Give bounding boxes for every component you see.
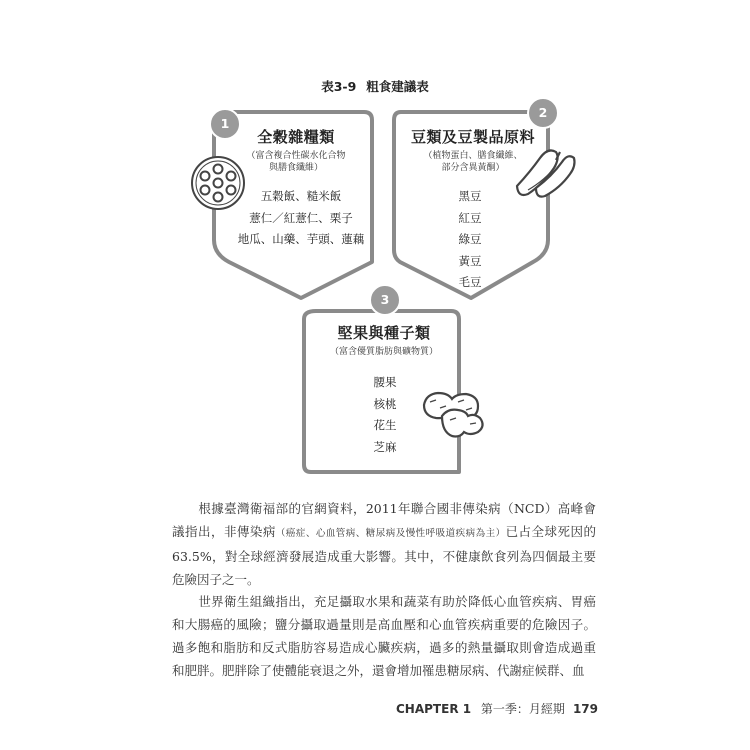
box-3-items — [350, 372, 420, 458]
box-1-item: 地瓜、山藥、芋頭、蓮藕 — [237, 232, 365, 246]
box-3-item: 花生 — [373, 418, 397, 432]
box-1-subtitle-line: 與膳食纖維） — [268, 163, 323, 173]
badge-2-number: 2 — [538, 105, 548, 120]
footer-chapter: CHAPTER 1 — [396, 702, 472, 716]
box-1-title: 全穀雜糧類 — [257, 128, 335, 146]
page-number: 179 — [572, 702, 598, 716]
peanut-icon — [424, 393, 483, 437]
box-3-subtitle-line: （富含優質脂肪與礦物質） — [329, 347, 438, 357]
paragraph-1-text-a: 根據臺灣衛福部的官網資料，2011年聯合國非傳染病（NCD）高峰會議指出，非傳染病 — [172, 501, 596, 539]
body-paragraph-1 — [172, 497, 596, 591]
table-number: 表3-9 — [321, 79, 357, 94]
badge-1-number: 1 — [220, 116, 230, 131]
paragraph-1-text-c: 已占全球死因的63.5%，對全球經濟發展造成重大影響。其中，不健康飲食列為四個最主要危險因子之一。 — [172, 524, 596, 587]
box-1-item: 薏仁／紅薏仁、栗子 — [249, 210, 353, 225]
badge-3-number: 3 — [380, 292, 390, 307]
page-footer — [396, 700, 598, 717]
paragraph-2-text: 世界衛生組織指出，充足攝取水果和蔬菜有助於降低心血管疾病、胃癌和大腸癌的風險；鹽分攝取過量則是高血壓和心血管疾病重要的危險因子。過多飽和脂肪和反式脂肪容易造成心臟疾病，過多的熱量攝取則會造成過重和肥胖。肥胖除了使體能衰退之外，還會增加罹患糖尿病、代謝症候群、血 — [172, 594, 596, 678]
box-3-item: 核桃 — [373, 396, 397, 411]
box-1-subtitle-line: （富含複合性碳水化合物 — [246, 151, 346, 161]
box-2-subtitle — [398, 150, 548, 174]
box-1-item: 五穀飯、糙米飯 — [260, 189, 342, 203]
footer-separator — [474, 702, 478, 716]
footer-title: 第一季：月經期 — [480, 702, 565, 716]
box-2-item: 綠豆 — [458, 232, 482, 246]
box-3-item: 腰果 — [373, 375, 397, 389]
box-1-subtitle — [226, 150, 366, 174]
box-3-item: 芝麻 — [373, 439, 397, 454]
box-2-item: 黑豆 — [458, 189, 482, 203]
box-2-item: 毛豆 — [458, 275, 482, 289]
box-2-content — [398, 126, 548, 174]
box-2-title: 豆類及豆製品原料 — [410, 128, 535, 146]
box-2-subtitle-line: 部分含異黃酮） — [441, 163, 505, 173]
paragraph-1-note: （癌症、心血管病、糖尿病及慢性呼吸道疾病為主） — [275, 528, 506, 539]
box-2-item: 黃豆 — [458, 253, 482, 268]
box-1-items — [226, 186, 376, 251]
box-2-subtitle-line: （植物蛋白、膳食纖維、 — [423, 151, 523, 161]
box-3-content — [314, 322, 454, 358]
box-2-item: 紅豆 — [458, 210, 482, 225]
box-1-content — [226, 126, 366, 174]
box-3-title: 堅果與種子類 — [337, 324, 431, 342]
table-name: 粗食建議表 — [366, 79, 429, 94]
box-2-items — [430, 186, 510, 294]
body-paragraph-2 — [172, 590, 596, 682]
box-3-subtitle — [314, 346, 454, 358]
